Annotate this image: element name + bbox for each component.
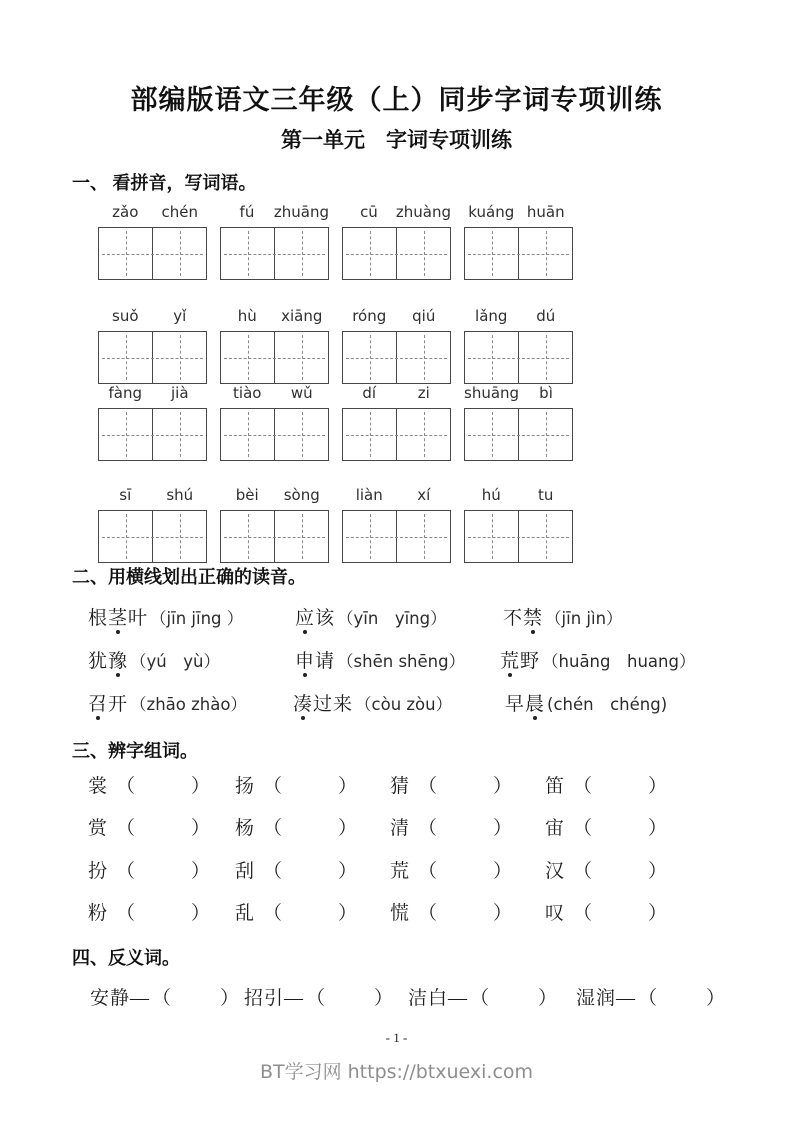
- word-building-item: [545, 771, 667, 798]
- paren-open: （: [418, 861, 438, 882]
- pinyin-options: （còu zòu）: [355, 695, 453, 714]
- pinyin-box-group: [220, 307, 329, 384]
- writing-cell: [343, 332, 396, 383]
- word-text: [88, 694, 128, 715]
- pinyin-options: （jīn jīng ）: [150, 609, 244, 628]
- paren-close: ）: [493, 861, 513, 882]
- pinyin-labels: [464, 486, 573, 510]
- character: 粉: [88, 903, 108, 924]
- writing-box: [98, 331, 207, 384]
- writing-box: [98, 227, 207, 280]
- pinyin-options: （zhāo zhào）: [130, 695, 247, 714]
- word-building-item: [390, 813, 512, 840]
- writing-cell: [396, 511, 450, 562]
- paren-open: （: [263, 903, 283, 924]
- pinyin-labels: [342, 384, 451, 408]
- pinyin-syllable: hù: [237, 307, 257, 325]
- pinyin-options: （yīn yīng）: [337, 609, 447, 628]
- pinyin-row: [98, 384, 573, 461]
- paren-close: ）: [493, 818, 513, 839]
- pinyin-labels: [342, 486, 451, 510]
- word-building-row: [0, 771, 793, 801]
- writing-box: [342, 408, 451, 461]
- pinyin-syllable: yǐ: [173, 307, 187, 325]
- writing-box: [464, 510, 573, 563]
- writing-cell: [152, 228, 206, 279]
- pinyin-box-group: [464, 384, 573, 461]
- word-text: [88, 608, 148, 629]
- pinyin-syllable: sòng: [283, 486, 320, 504]
- word-building-row: [0, 813, 793, 843]
- antonym-word: 洁白—: [408, 988, 469, 1009]
- writing-box: [464, 331, 573, 384]
- antonym-item: [244, 983, 394, 1010]
- word-text: [293, 694, 353, 715]
- pinyin-syllable: xiāng: [281, 307, 323, 325]
- word-building-item: [88, 898, 210, 925]
- word-building-row: [0, 856, 793, 886]
- pronunciation-item: [88, 603, 243, 630]
- pronunciation-item: [505, 689, 667, 716]
- writing-cell: [221, 511, 274, 562]
- paren-close: ）: [191, 861, 211, 882]
- writing-box: [464, 227, 573, 280]
- pinyin-options: （jīn jìn）: [545, 609, 623, 628]
- word-pre: 早: [505, 694, 526, 715]
- paren-open: （: [573, 861, 593, 882]
- paren-open: （: [573, 818, 593, 839]
- pinyin-labels: [220, 203, 329, 227]
- pinyin-syllable: shú: [166, 486, 194, 504]
- writing-box: [98, 510, 207, 563]
- paren-open: （: [418, 818, 438, 839]
- word-building-item: [545, 856, 667, 883]
- word-pre: 根: [88, 608, 109, 629]
- word-dotted-char: 凑: [293, 694, 314, 715]
- word-pre: 不: [503, 608, 524, 629]
- paren-close: ）: [493, 903, 513, 924]
- writing-cell: [99, 332, 152, 383]
- writing-cell: [274, 409, 328, 460]
- character: 乱: [235, 903, 255, 924]
- word-building-item: [235, 856, 357, 883]
- paren-close: ）: [338, 776, 358, 797]
- pinyin-syllable: dí: [362, 384, 377, 402]
- paren-close: ）: [648, 861, 668, 882]
- paren-open: （: [573, 903, 593, 924]
- word-post: 野: [520, 651, 541, 672]
- writing-cell: [152, 332, 206, 383]
- section1-heading: 一、 看拼音，写词语。: [72, 173, 257, 193]
- pronunciation-item: [295, 646, 465, 673]
- page-number: - 1 -: [385, 1030, 408, 1045]
- paren-open: （: [470, 988, 491, 1009]
- pinyin-syllable: dú: [536, 307, 556, 325]
- section4-heading: 四、反义词。: [72, 948, 180, 968]
- character: 慌: [390, 903, 410, 924]
- writing-cell: [396, 409, 450, 460]
- paren-close: ）: [648, 776, 668, 797]
- pinyin-syllable: jià: [170, 384, 189, 402]
- pinyin-syllable: qiú: [412, 307, 436, 325]
- writing-cell: [152, 511, 206, 562]
- character: 清: [390, 818, 410, 839]
- word-text: [505, 694, 545, 715]
- pronunciation-item: [295, 603, 447, 630]
- writing-cell: [152, 409, 206, 460]
- pinyin-syllable: kuáng: [468, 203, 515, 221]
- character: 扮: [88, 861, 108, 882]
- pinyin-box-group: [342, 307, 451, 384]
- section2-heading: 二、用横线划出正确的读音。: [72, 567, 306, 587]
- pinyin-box-group: [98, 384, 207, 461]
- pinyin-syllable: cū: [360, 203, 378, 221]
- pinyin-box-group: [342, 203, 451, 280]
- paren-open: （: [116, 861, 136, 882]
- writing-cell: [518, 228, 572, 279]
- pinyin-syllable: zǎo: [112, 203, 139, 221]
- character: 杨: [235, 818, 255, 839]
- character: 宙: [545, 818, 565, 839]
- paren-close: ）: [220, 988, 241, 1009]
- antonym-item: [90, 983, 240, 1010]
- word-building-item: [545, 813, 667, 840]
- pinyin-options: （yú yù）: [130, 652, 220, 671]
- writing-box: [220, 510, 329, 563]
- word-post: 叶: [128, 608, 149, 629]
- antonym-word: 招引—: [244, 988, 305, 1009]
- paren-open: （: [263, 861, 283, 882]
- pinyin-syllable: hú: [481, 486, 501, 504]
- pronunciation-item: [500, 646, 695, 673]
- word-dotted-char: 禁: [523, 608, 544, 629]
- writing-cell: [221, 228, 274, 279]
- pinyin-syllable: suǒ: [112, 307, 139, 325]
- paren-open: （: [306, 988, 327, 1009]
- pinyin-syllable: lǎng: [475, 307, 508, 325]
- pronunciation-row: [0, 689, 793, 719]
- writing-box: [220, 331, 329, 384]
- word-building-item: [390, 856, 512, 883]
- pinyin-row: [98, 203, 573, 280]
- paren-close: ）: [338, 818, 358, 839]
- paren-open: （: [263, 776, 283, 797]
- pinyin-box-group: [98, 486, 207, 563]
- paren-close: ）: [338, 861, 358, 882]
- pinyin-labels: [98, 203, 207, 227]
- pronunciation-item: [503, 603, 623, 630]
- paren-close: ）: [648, 818, 668, 839]
- writing-cell: [274, 511, 328, 562]
- paren-close: ）: [538, 988, 559, 1009]
- word-dotted-char: 申: [295, 651, 316, 672]
- pronunciation-item: [293, 689, 452, 716]
- pinyin-syllable: fú: [239, 203, 255, 221]
- writing-box: [342, 331, 451, 384]
- paren-open: （: [116, 776, 136, 797]
- writing-cell: [99, 228, 152, 279]
- pinyin-options: （huāng huang）: [542, 652, 696, 671]
- paren-open: （: [418, 903, 438, 924]
- antonym-word: 安静—: [90, 988, 151, 1009]
- pinyin-syllable: chén: [161, 203, 198, 221]
- writing-box: [220, 227, 329, 280]
- pinyin-syllable: liàn: [355, 486, 383, 504]
- writing-cell: [343, 511, 396, 562]
- paren-open: （: [263, 818, 283, 839]
- pinyin-box-group: [98, 307, 207, 384]
- antonym-item: [408, 983, 558, 1010]
- pinyin-options: (chén chéng): [547, 695, 668, 714]
- pinyin-syllable: wǔ: [290, 384, 313, 402]
- pinyin-box-group: [342, 384, 451, 461]
- pinyin-syllable: tiào: [233, 384, 262, 402]
- paren-open: （: [116, 818, 136, 839]
- word-dotted-char: 豫: [108, 651, 129, 672]
- word-dotted-char: 荒: [500, 651, 521, 672]
- paren-open: （: [573, 776, 593, 797]
- pinyin-syllable: zhuàng: [395, 203, 451, 221]
- pinyin-labels: [220, 307, 329, 331]
- paren-close: ）: [191, 903, 211, 924]
- word-building-item: [235, 771, 357, 798]
- writing-cell: [518, 511, 572, 562]
- pinyin-syllable: zhuāng: [273, 203, 329, 221]
- writing-box: [98, 408, 207, 461]
- character: 猜: [390, 776, 410, 797]
- pinyin-box-group: [220, 486, 329, 563]
- paren-close: ）: [191, 776, 211, 797]
- word-post: 请: [315, 651, 336, 672]
- paren-open: （: [638, 988, 659, 1009]
- character: 刮: [235, 861, 255, 882]
- pinyin-box-group: [220, 203, 329, 280]
- writing-cell: [99, 409, 152, 460]
- writing-cell: [343, 409, 396, 460]
- document-title: 部编版语文三年级（上）同步字词专项训练: [130, 85, 663, 115]
- word-dotted-char: 茎: [108, 608, 129, 629]
- character: 裳: [88, 776, 108, 797]
- paren-close: ）: [493, 776, 513, 797]
- writing-box: [220, 408, 329, 461]
- word-text: [88, 651, 128, 672]
- writing-cell: [465, 511, 518, 562]
- pinyin-syllable: bèi: [235, 486, 259, 504]
- character: 叹: [545, 903, 565, 924]
- section3-heading: 三、辨字组词。: [72, 741, 198, 761]
- paren-close: ）: [648, 903, 668, 924]
- antonym-row: [0, 983, 793, 1013]
- pinyin-syllable: bì: [539, 384, 553, 402]
- word-post: 该: [315, 608, 336, 629]
- writing-cell: [465, 332, 518, 383]
- paren-open: （: [152, 988, 173, 1009]
- paren-open: （: [116, 903, 136, 924]
- word-pre: 犹: [88, 651, 109, 672]
- paren-close: ）: [338, 903, 358, 924]
- word-dotted-char: 晨: [525, 694, 546, 715]
- word-dotted-char: 召: [88, 694, 109, 715]
- writing-cell: [221, 409, 274, 460]
- pinyin-box-group: [220, 384, 329, 461]
- word-post: 开: [108, 694, 129, 715]
- writing-cell: [343, 228, 396, 279]
- word-building-item: [235, 813, 357, 840]
- writing-box: [464, 408, 573, 461]
- word-building-item: [88, 771, 210, 798]
- antonym-word: 湿润—: [576, 988, 637, 1009]
- pinyin-labels: [464, 203, 573, 227]
- paren-close: ）: [706, 988, 727, 1009]
- pinyin-syllable: huān: [526, 203, 565, 221]
- character: 荒: [390, 861, 410, 882]
- writing-cell: [221, 332, 274, 383]
- pinyin-labels: [98, 486, 207, 510]
- pinyin-syllable: shuāng: [464, 384, 520, 402]
- word-building-item: [88, 813, 210, 840]
- pinyin-labels: [98, 307, 207, 331]
- pinyin-box-group: [464, 486, 573, 563]
- pinyin-labels: [342, 307, 451, 331]
- pinyin-labels: [464, 384, 573, 408]
- word-building-item: [390, 771, 512, 798]
- watermark-text: BT学习网 https://btxuexi.com: [259, 1061, 534, 1083]
- pronunciation-row: [0, 603, 793, 633]
- pinyin-box-group: [342, 486, 451, 563]
- pinyin-syllable: róng: [352, 307, 387, 325]
- word-text: [295, 651, 335, 672]
- pinyin-box-group: [464, 203, 573, 280]
- writing-box: [342, 510, 451, 563]
- pinyin-syllable: fàng: [108, 384, 142, 402]
- pinyin-options: （shēn shēng）: [337, 652, 466, 671]
- pinyin-syllable: tu: [538, 486, 554, 504]
- paren-close: ）: [374, 988, 395, 1009]
- word-dotted-char: 应: [295, 608, 316, 629]
- word-text: [500, 651, 540, 672]
- writing-cell: [396, 228, 450, 279]
- pinyin-box-group: [464, 307, 573, 384]
- writing-cell: [465, 409, 518, 460]
- character: 汉: [545, 861, 565, 882]
- writing-box: [342, 227, 451, 280]
- word-building-item: [235, 898, 357, 925]
- pinyin-labels: [98, 384, 207, 408]
- character: 扬: [235, 776, 255, 797]
- pronunciation-row: [0, 646, 793, 676]
- word-building-item: [545, 898, 667, 925]
- writing-cell: [518, 409, 572, 460]
- unit-subtitle: 第一单元 字词专项训练: [281, 128, 512, 152]
- word-building-row: [0, 898, 793, 928]
- writing-cell: [99, 511, 152, 562]
- writing-cell: [274, 228, 328, 279]
- pinyin-row: [98, 486, 573, 563]
- pinyin-labels: [342, 203, 451, 227]
- pronunciation-item: [88, 646, 220, 673]
- paren-open: （: [418, 776, 438, 797]
- writing-cell: [518, 332, 572, 383]
- pinyin-labels: [464, 307, 573, 331]
- pinyin-syllable: xí: [417, 486, 431, 504]
- paren-close: ）: [191, 818, 211, 839]
- word-text: [295, 608, 335, 629]
- writing-cell: [396, 332, 450, 383]
- character: 赏: [88, 818, 108, 839]
- word-post: 过来: [313, 694, 354, 715]
- pinyin-row: [98, 307, 573, 384]
- writing-cell: [274, 332, 328, 383]
- antonym-item: [576, 983, 726, 1010]
- writing-cell: [465, 228, 518, 279]
- word-building-item: [88, 856, 210, 883]
- pinyin-labels: [220, 486, 329, 510]
- word-text: [503, 608, 543, 629]
- pinyin-syllable: sī: [119, 486, 132, 504]
- pinyin-labels: [220, 384, 329, 408]
- character: 笛: [545, 776, 565, 797]
- pronunciation-item: [88, 689, 247, 716]
- word-building-item: [390, 898, 512, 925]
- pinyin-syllable: zi: [417, 384, 430, 402]
- pinyin-box-group: [98, 203, 207, 280]
